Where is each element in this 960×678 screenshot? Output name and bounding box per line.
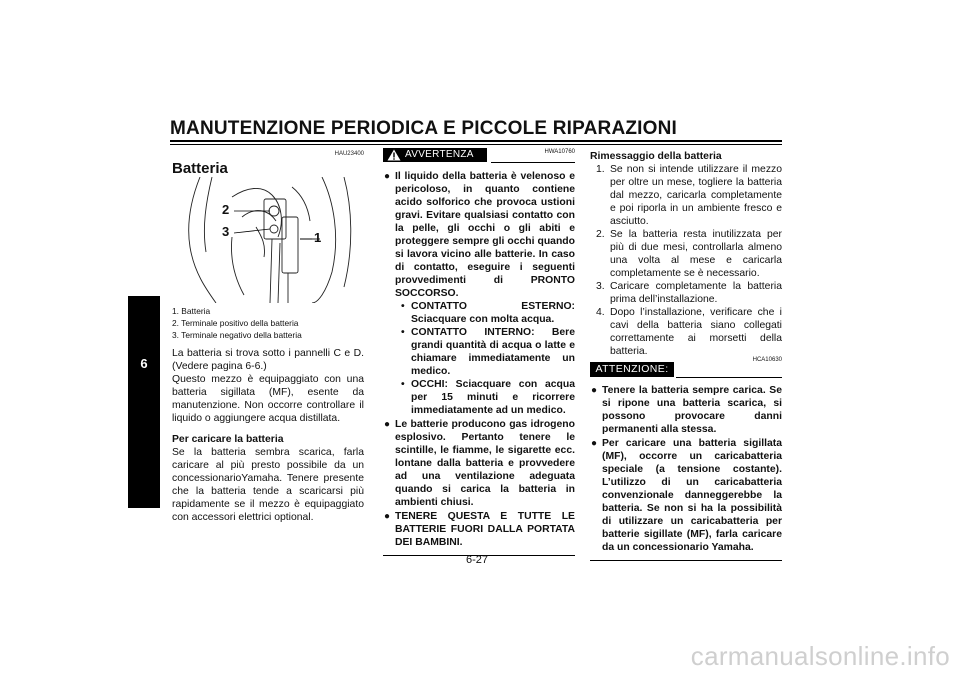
storage-subhead: Rimessaggio della batteria bbox=[590, 151, 722, 162]
section-title: Batteria bbox=[172, 160, 228, 177]
column-left bbox=[172, 148, 364, 524]
callout-1: 1 bbox=[314, 230, 322, 245]
battery-location-text: La batteria si trova sotto i pannelli C e D. (Vedere pagina 6-6.) bbox=[172, 348, 364, 372]
step-item: 4. Dopo l’installazione, verificare che i cavi della batteria siano collegati correttamente ai morsetti della batteria. bbox=[596, 307, 782, 357]
battery-type-text: Questo mezzo è equipaggiato con una batteria sigillata (MF), esente da manutenzione. Non occorre controllare il liquido o aggiungere acqua distillata. bbox=[172, 374, 364, 424]
watermark: carmanualsonline.info bbox=[690, 641, 950, 671]
first-aid-item: • CONTATTO ESTERNO: Sciacquare con molta acqua. bbox=[401, 301, 575, 325]
caption-item: 3. Terminale negativo della batteria bbox=[172, 330, 302, 340]
step-text: Se la batteria resta inutilizzata per più di due mesi, controllarla almeno una volta al mese e caricarla completamente se è necessario. bbox=[610, 229, 782, 279]
first-aid-item: • OCCHI: Sciacquare con acqua per 15 minuti e ricorrere immediatamente ad un medico. bbox=[401, 379, 575, 416]
page-title: MANUTENZIONE PERIODICA E PICCOLE RIPARAZIONI bbox=[170, 118, 678, 139]
section-code: HAU23400 bbox=[334, 151, 364, 157]
warning-badge bbox=[383, 148, 487, 162]
warning-code: HWA10760 bbox=[544, 149, 575, 155]
step-text: Caricare completamente la batteria prima dell’installazione. bbox=[610, 281, 782, 305]
step-text: Se non si intende utilizzare il mezzo per oltre un mese, togliere la batteria dal mezzo, caricarla completamente e poi riporla in un ambiente fresco e asciutto. bbox=[610, 164, 782, 227]
battery-drawing bbox=[172, 177, 364, 303]
first-aid-item: • CONTATTO INTERNO: Bere grandi quantità di acqua o latte e chiamare immediatamente un medico. bbox=[401, 327, 575, 377]
caption-item: 2. Terminale positivo della batteria bbox=[172, 318, 299, 328]
first-aid-list bbox=[395, 300, 575, 417]
title-rule-thin bbox=[170, 144, 782, 145]
page-number: 6-27 bbox=[466, 554, 489, 566]
bullet-icon: ● bbox=[384, 511, 391, 522]
warning-text: TENERE QUESTA E TUTTE LE BATTERIE FUORI DALLA PORTATA DEI BAMBINI. bbox=[395, 511, 575, 548]
warning-triangle-icon bbox=[387, 149, 401, 161]
warning-text: Il liquido della batteria è velenoso e pericoloso, in quanto contiene acido solforico che provoca ustioni gravi. Evitare qualsiasi contatto con la pelle, gli occhi o gli abiti e proteggere sempre gli occhi quando si lavora vicino alle batterie. In caso di contatto, eseguire i seguenti provvedimenti di PRONTO SOCCORSO. bbox=[395, 171, 575, 299]
column-middle bbox=[383, 148, 575, 556]
attention-header bbox=[590, 357, 782, 380]
attention-text: Per caricare una batteria sigillata (MF), occorre un caricabatteria speciale (a tensione costante). L’utilizzo di un caricabatteria convenzionale danneggerebbe la batteria. Se non si ha la possibilità di utilizzare un caricabatteria per batterie sigillate (MF), farla caricare da un concessionario Yamaha. bbox=[602, 438, 782, 553]
battery-illustration bbox=[172, 177, 364, 303]
warning-item bbox=[383, 418, 575, 509]
step-item: 3. Caricare completamente la batteria prima dell’installazione. bbox=[596, 281, 782, 305]
first-aid-text: CONTATTO ESTERNO: Sciacquare con molta acqua. bbox=[411, 301, 575, 325]
step-text: Dopo l’installazione, verificare che i cavi della batteria siano collegati correttamente ai morsetti della batteria. bbox=[610, 307, 782, 357]
warning-rule bbox=[491, 162, 575, 163]
attention-text: Tenere la batteria sempre carica. Se si ripone una batteria scarica, si possono provocare danni permanenti alla stessa. bbox=[602, 385, 782, 435]
warning-item bbox=[383, 170, 575, 417]
first-aid-text: CONTATTO INTERNO: Bere grandi quantità di acqua o latte e chiamare immediatamente un medico. bbox=[411, 327, 575, 377]
step-item: 1. Se non si intende utilizzare il mezzo per oltre un mese, togliere la batteria dal mezzo, caricarla completamente e poi riporla in un ambiente fresco e asciutto. bbox=[596, 164, 782, 227]
attention-list bbox=[590, 384, 782, 554]
warning-label: AVVERTENZA bbox=[405, 149, 474, 160]
attention-badge: ATTENZIONE: bbox=[590, 362, 674, 377]
attention-item bbox=[590, 437, 782, 554]
attention-rule bbox=[676, 377, 782, 378]
attention-item bbox=[590, 384, 782, 436]
bullet-icon: ● bbox=[384, 171, 391, 182]
chapter-number: 6 bbox=[140, 356, 148, 371]
bullet-icon: ● bbox=[591, 438, 598, 449]
storage-steps bbox=[590, 163, 782, 358]
attention-end-rule bbox=[590, 560, 782, 561]
attention-code: HCA10630 bbox=[752, 357, 782, 363]
warning-text: Le batterie producono gas idrogeno esplosivo. Pertanto tenere le scintille, le fiamme, le sigarette ecc. lontane dalla batteria e provvedere ad una ventilazione adeguata quando si carica la batteria in ambienti chiusi. bbox=[395, 419, 575, 508]
title-rule bbox=[170, 140, 782, 142]
warning-list bbox=[383, 170, 575, 549]
step-item: 2. Se la batteria resta inutilizzata per più di due mesi, controllarla almeno una volta al mese e caricarla completamente se è necessario. bbox=[596, 229, 782, 279]
figure-caption bbox=[172, 305, 364, 341]
column-right bbox=[590, 148, 782, 561]
bullet-icon: ● bbox=[384, 419, 391, 430]
bullet-icon: ● bbox=[591, 385, 598, 396]
chapter-tab[interactable] bbox=[128, 296, 160, 508]
warning-item bbox=[383, 510, 575, 549]
callout-3: 3 bbox=[222, 224, 230, 239]
callout-2: 2 bbox=[222, 202, 230, 217]
charging-text: Se la batteria sembra scarica, farla caricare al più presto possibile da un concessionarioYamaha. Tenere presente che la batteria tende a scaricarsi più rapidamente se il mezzo è equipaggiato con accessori elettrici optional. bbox=[172, 447, 364, 523]
charging-subhead: Per caricare la batteria bbox=[172, 434, 284, 445]
caption-item: 1. Batteria bbox=[172, 306, 211, 316]
warning-header bbox=[383, 148, 575, 166]
first-aid-text: OCCHI: Sciacquare con acqua per 15 minuti e ricorrere immediatamente ad un medico. bbox=[411, 379, 575, 416]
